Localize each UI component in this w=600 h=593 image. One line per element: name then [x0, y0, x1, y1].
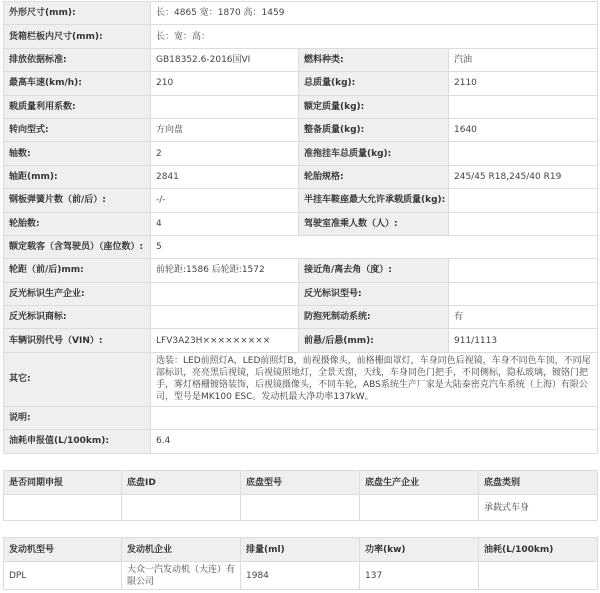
spec-value: 2: [151, 142, 299, 165]
spec-row: [4, 142, 598, 165]
spec-value: 汽油: [449, 48, 598, 71]
column-header: 油耗(L/100km): [479, 538, 598, 562]
table-cell: [241, 495, 360, 521]
table-cell: 大众一汽发动机（大连）有限公司: [122, 562, 241, 590]
spec-label: 半挂车鞍座最大允许承载质量(kg):: [299, 189, 449, 212]
column-header: 发动机企业: [122, 538, 241, 562]
spec-value: 245/45 R18,245/40 R19: [449, 165, 598, 188]
spec-value: 911/1113: [449, 329, 598, 352]
spec-row: [4, 259, 598, 282]
spec-row: [4, 212, 598, 235]
spec-label: 货箱栏板内尺寸(mm):: [4, 25, 151, 48]
table-row: [4, 495, 598, 521]
column-header: 底盘ID: [122, 471, 241, 495]
spec-label: 其它:: [4, 352, 151, 406]
spec-value: 1640: [449, 118, 598, 141]
spec-label: 最高车速(km/h):: [4, 72, 151, 95]
spec-row: [4, 48, 598, 71]
spec-label: 接近角/离去角（度）:: [299, 259, 449, 282]
spec-value: [151, 282, 299, 305]
spec-value: [449, 259, 598, 282]
table-cell: 承载式车身: [479, 495, 598, 521]
spec-label: 总质量(kg):: [299, 72, 449, 95]
spec-row: [4, 118, 598, 141]
spec-value: 前轮距:1586 后轮距:1572: [151, 259, 299, 282]
spec-row-notes: [4, 406, 598, 429]
spec-label: 轮距（前/后)mm:: [4, 259, 151, 282]
spec-value: 5: [151, 235, 598, 258]
spec-value: 2110: [449, 72, 598, 95]
spec-value: 选装：LED前照灯A，LED前照灯B，前视摄像头，前格栅面罩灯，车身同色后视镜，车身不同色车顶，不同尾部标识，亮亮黑后视镜，后视镜照地灯，全景天窗，天线，车身同色门把手，不同侧标，隐私玻璃，镀铬门把手，雾灯格栅镀铬装饰，后视镜摄像头，不同车轮，ABS系统生产厂家是大陆泰密克汽车系统（上海）有限公司，型号是MK100 ESC。发动机最大净功率137kW。: [151, 352, 598, 406]
spec-row: [4, 165, 598, 188]
engine-header-row: [4, 538, 598, 562]
spec-value: [449, 95, 598, 118]
spec-label: 排放依据标准:: [4, 48, 151, 71]
spec-label: 轮胎规格:: [299, 165, 449, 188]
spec-row: [4, 72, 598, 95]
spec-label: 外形尺寸(mm):: [4, 2, 151, 25]
table-cell: [479, 562, 598, 590]
spec-value: 长：4865 宽：1870 高：1459: [151, 2, 598, 25]
table-cell: [122, 495, 241, 521]
table-cell: 137: [360, 562, 479, 590]
vehicle-spec-table: [3, 1, 598, 454]
spec-value: 方向盘: [151, 118, 299, 141]
spec-value: 6.4: [151, 430, 598, 453]
spec-label: 轴数:: [4, 142, 151, 165]
table-cell: DPL: [4, 562, 122, 590]
spec-value: [449, 282, 598, 305]
spec-row-seats: [4, 235, 598, 258]
spec-label: 轮胎数:: [4, 212, 151, 235]
spec-row: [4, 306, 598, 329]
spec-row-cargo-box: [4, 25, 598, 48]
spec-row-other: [4, 352, 598, 406]
spec-value: 2841: [151, 165, 299, 188]
spec-label: 钢板弹簧片数（前/后）:: [4, 189, 151, 212]
spec-value: GB18352.6-2016国VI: [151, 48, 299, 71]
spec-value: [151, 406, 598, 429]
chassis-table: [3, 470, 598, 521]
spec-value: LFV3A23H×××××××××: [151, 329, 299, 352]
spec-label: 防抱死制动系统:: [299, 306, 449, 329]
spec-value: [151, 95, 299, 118]
spec-value: [449, 189, 598, 212]
spec-value: 长：宽：高：: [151, 25, 598, 48]
column-header: 功率(kw): [360, 538, 479, 562]
spec-label: 驾驶室准乘人数（人）:: [299, 212, 449, 235]
spec-label: 反光标识型号:: [299, 282, 449, 305]
column-header: 发动机型号: [4, 538, 122, 562]
spec-row: [4, 282, 598, 305]
spec-row: [4, 95, 598, 118]
spec-value: [449, 212, 598, 235]
spec-label: 车辆识别代号（VIN）:: [4, 329, 151, 352]
column-header: 是否同期申报: [4, 471, 122, 495]
spec-label: 轴距(mm):: [4, 165, 151, 188]
spec-label: 前悬/后悬(mm):: [299, 329, 449, 352]
table-cell: [360, 495, 479, 521]
spec-value: [449, 142, 598, 165]
spec-row: [4, 329, 598, 352]
column-header: 底盘型号: [241, 471, 360, 495]
spec-row-dimensions: [4, 2, 598, 25]
spec-label: 准拖挂车总质量(kg):: [299, 142, 449, 165]
table-cell: [4, 495, 122, 521]
spec-value: 210: [151, 72, 299, 95]
spec-value: 有: [449, 306, 598, 329]
spec-label: 额定质量(kg):: [299, 95, 449, 118]
table-cell: 1984: [241, 562, 360, 590]
chassis-header-row: [4, 471, 598, 495]
spec-label: 载质量利用系数:: [4, 95, 151, 118]
spec-value: [151, 306, 299, 329]
column-header: 排量(ml): [241, 538, 360, 562]
spec-label: 转向型式:: [4, 118, 151, 141]
spec-label: 油耗申报值(L/100km):: [4, 430, 151, 453]
spec-row: [4, 189, 598, 212]
column-header: 底盘生产企业: [360, 471, 479, 495]
spec-row-fuel: [4, 430, 598, 453]
spec-value: 4: [151, 212, 299, 235]
spec-label: 说明:: [4, 406, 151, 429]
spec-label: 整备质量(kg):: [299, 118, 449, 141]
spec-label: 反光标识生产企业:: [4, 282, 151, 305]
spec-label: 反光标识商标:: [4, 306, 151, 329]
engine-table: [3, 537, 598, 590]
spec-label: 额定载客（含驾驶员）（座位数）:: [4, 235, 151, 258]
spec-value: -/-: [151, 189, 299, 212]
column-header: 底盘类别: [479, 471, 598, 495]
spec-label: 燃料种类:: [299, 48, 449, 71]
table-row: [4, 562, 598, 590]
